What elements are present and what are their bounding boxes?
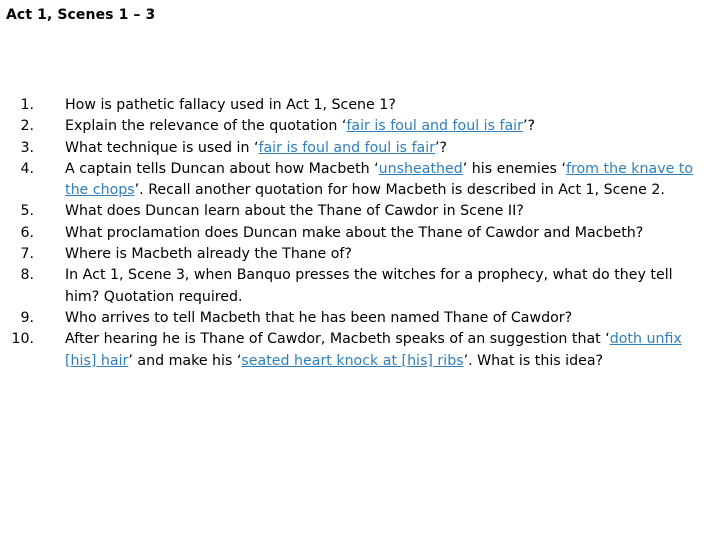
question-text: ’ and make his ‘ (128, 352, 242, 369)
quotation-link: fair is foul and foul is fair (258, 139, 436, 156)
question-text: ’ his enemies ‘ (462, 160, 566, 177)
quotation-link: seated heart knock at [his] ribs (241, 352, 464, 369)
question-5 (0, 201, 700, 222)
question-7 (0, 244, 700, 265)
question-number: 9. (20, 309, 34, 326)
question-text: ’? (522, 118, 535, 135)
question-text: ’? (435, 139, 448, 156)
question-text: Where is Macbeth already the Thane of? (65, 246, 352, 263)
quotation-link: fair is foul and foul is fair (346, 118, 523, 135)
question-text: Who arrives to tell Macbeth that he has been named Thane of Cawdor? (65, 309, 573, 326)
question-text: Explain the relevance of the quotation ‘ (65, 118, 347, 135)
question-number: 3. (20, 139, 34, 156)
quotation-link: unsheathed (378, 160, 463, 177)
question-4 (0, 159, 700, 202)
question-number: 8. (20, 267, 34, 284)
question-1 (0, 95, 700, 116)
question-number: 4. (20, 160, 34, 177)
question-text: What proclamation does Duncan make about the Thane of Cawdor and Macbeth? (65, 224, 644, 241)
question-6 (0, 223, 700, 244)
question-3 (0, 138, 700, 159)
question-2 (0, 116, 700, 137)
question-text: ’. What is this idea? (463, 352, 604, 369)
question-list (0, 95, 700, 372)
question-text: How is pathetic fallacy used in Act 1, Scene 1? (65, 97, 396, 113)
question-number: 2. (20, 118, 34, 135)
question-text: ’. Recall another quotation for how Macbeth is described in Act 1, Scene 2. (134, 182, 665, 199)
question-text: A captain tells Duncan about how Macbeth ‘ (65, 160, 379, 177)
quotation-link: doth unfix [his] hair (65, 331, 682, 369)
question-number: 7. (20, 246, 34, 263)
question-number: 5. (20, 203, 34, 220)
question-text: What does Duncan learn about the Thane of Cawdor in Scene II? (65, 203, 524, 220)
question-number: 10. (11, 331, 34, 348)
quotation-link: from the knave to the chops (65, 160, 694, 199)
question-text: What technique is used in ‘ (65, 139, 259, 156)
question-10 (0, 329, 700, 372)
page-title: Act 1, Scenes 1 – 3 (6, 7, 156, 23)
question-text: In Act 1, Scene 3, when Banquo presses the witches for a prophecy, what do they tell him? Quotation required. (65, 267, 673, 305)
question-number: 1. (20, 97, 34, 113)
question-8 (0, 265, 700, 308)
question-9 (0, 308, 700, 329)
question-text: After hearing he is Thane of Cawdor, Macbeth speaks of an suggestion that ‘ (65, 331, 610, 348)
question-number: 6. (20, 224, 34, 241)
